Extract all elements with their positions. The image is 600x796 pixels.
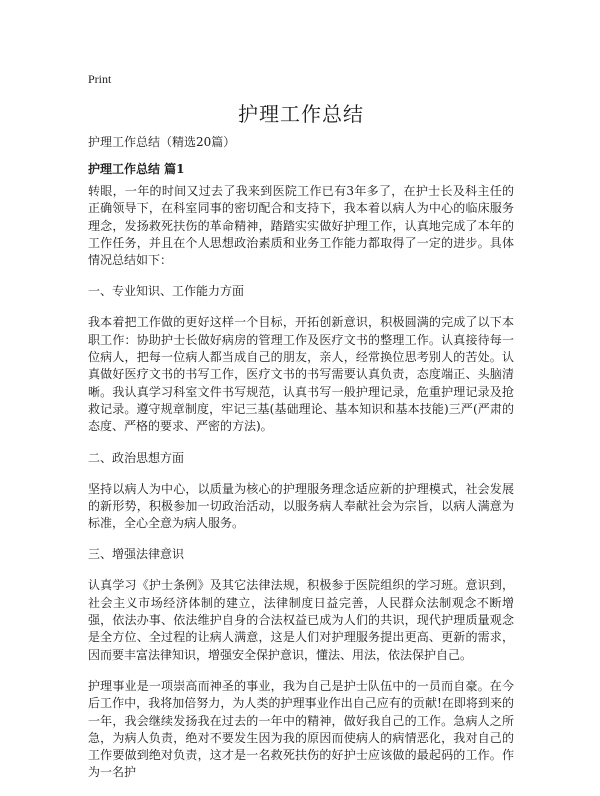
article-body	[88, 183, 514, 796]
print-link[interactable]: Print	[88, 72, 112, 86]
intro-paragraph: 转眼，一年的时间又过去了我来到医院工作已有3年多了，在护士长及科主任的正确领导下，在科室同事的密切配合和支持下，我本着以病人为中心的临床服务理念，发扬救死扶伤的革命精神，踏踏实实做好护理工作，认真地完成了本年的工作任务，并且在个人思想政治素质和业务工作能力都取得了一定的进步。具体情况总结如下：	[88, 184, 514, 268]
section-heading-legal: 三、增强法律意识	[88, 547, 185, 562]
paragraph-professional: 我本着把工作做的更好这样一个目标，开拓创新意识，积极圆满的完成了以下本职工作：协助护士长做好病房的管理工作及医疗文书的整理工作。认真接待每一位病人，把每一位病人都当成自己的朋友，亲人，经常换位思考别人的苦处。认真做好医疗文书的书写工作，医疗文书的书写需要认真负责，态度端正、头脑清晰。我认真学习科室文件书写规范，认真书写一般护理记录，危重护理记录及抢救记录。遵守规章制度，牢记三基(基础理论、基本知识和基本技能)三严(严肃的态度、严格的要求、严密的方法)。	[88, 315, 514, 434]
paragraph-closing: 护理事业是一项崇高而神圣的事业，我为自己是护士队伍中的一员而自豪。在今后工作中，我将加倍努力，为人类的护理事业作出自己应有的贡献!在即将到来的一年，我会继续发扬我在过去的一年中的精神，做好我自己的工作。急病人之所急，为病人负责，绝对不要发生因为我的原因而使病人的病情恶化，我对自己的工作要做到绝对负责，这才是一名救死扶伤的好护士应该做的最起码的工作。作为一名护	[88, 678, 514, 780]
article-heading: 护理工作总结 篇1	[88, 162, 185, 176]
paragraph-political: 坚持以病人为中心，以质量为核心的护理服务理念适应新的护理模式，社会发展的新形势，积极参加一切政治活动，以服务病人奉献社会为宗旨，以病人满意为标准，全心全意为病人服务。	[88, 481, 514, 531]
document-subtitle: 护理工作总结（精选20篇）	[88, 135, 236, 149]
paragraph-legal: 认真学习《护士条例》及其它法律法规，积极参于医院组织的学习班。意识到，社会主义市场经济体制的建立，法律制度日益完善，人民群众法制观念不断增强，依法办事、依法维护自身的合法权益已成为人们的共识，现代护理质量观念是全方位、全过程的让病人满意，这是人们对护理服务提出更高、更新的需求，因而要丰富法律知识，增强安全保护意识，懂法、用法，依法保护自己。	[88, 578, 514, 662]
section-heading-professional: 一、专业知识、工作能力方面	[88, 284, 245, 299]
document-title: 护理工作总结	[238, 102, 364, 126]
section-heading-political: 二、政治思想方面	[88, 450, 185, 465]
